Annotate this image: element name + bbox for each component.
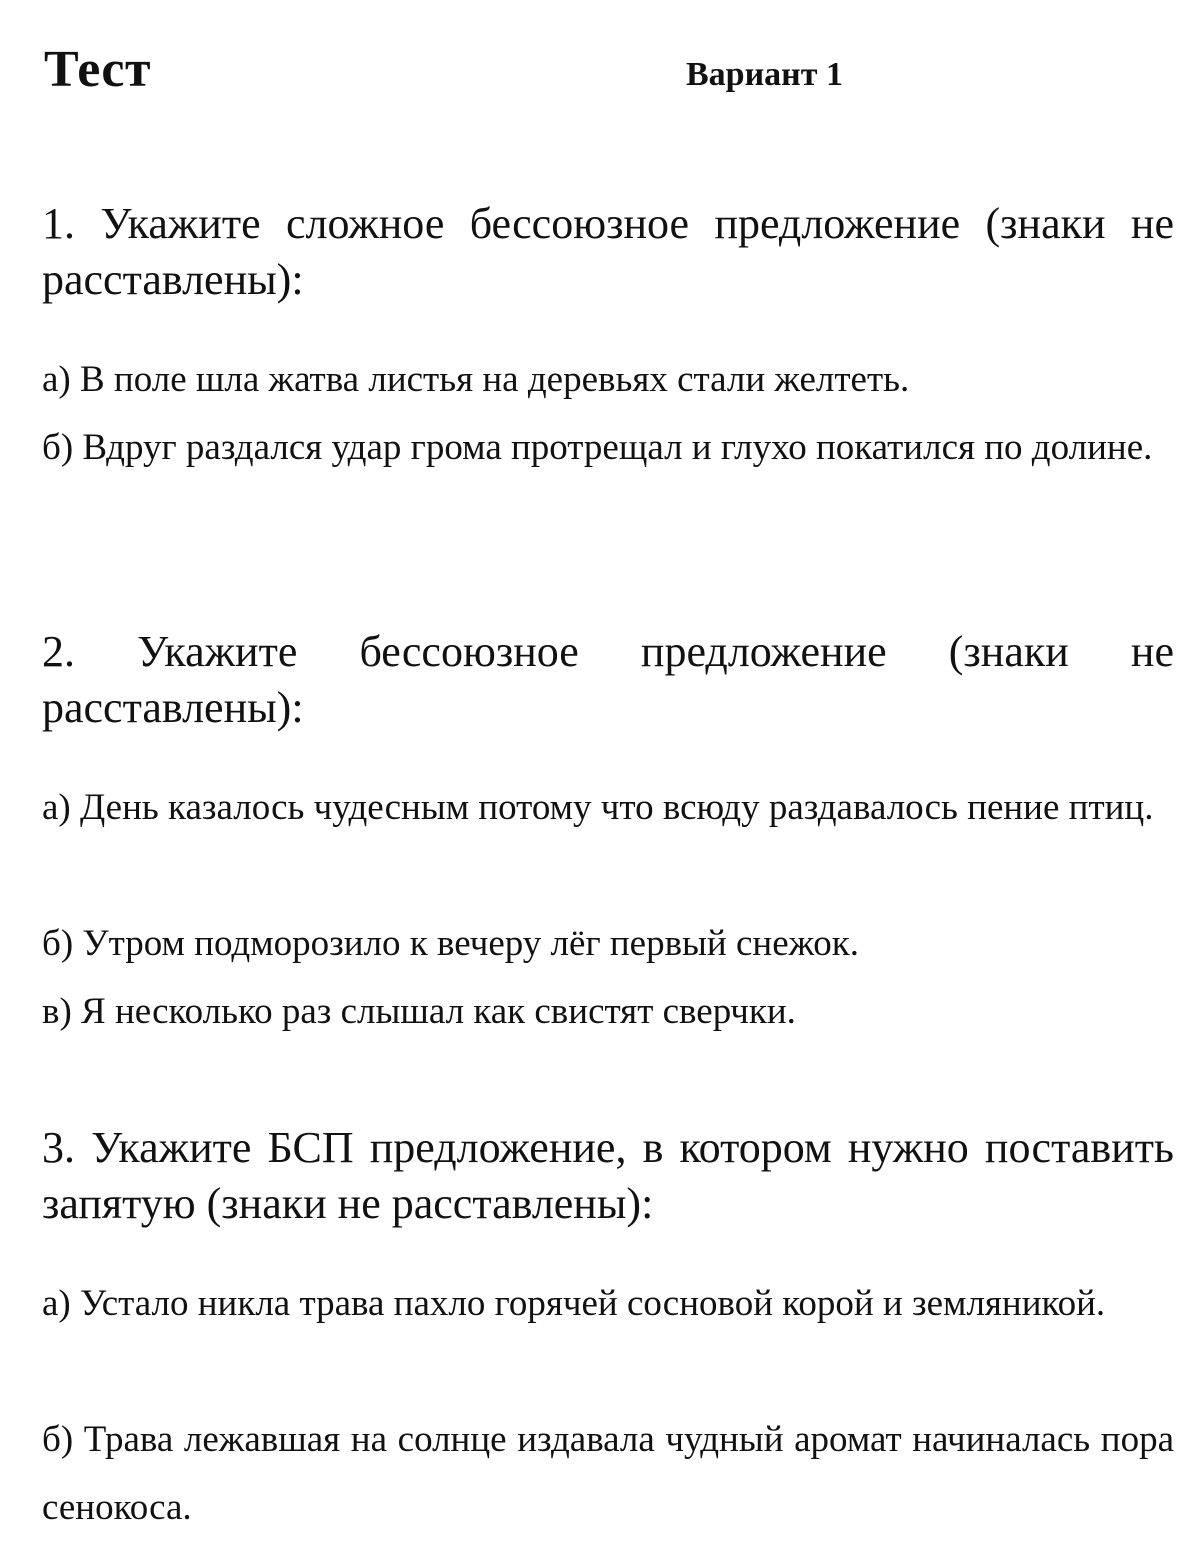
question-2-option-b: б) Утром подморозило к вечеру лёг первый снежок.: [42, 923, 859, 964]
variant-label: Вариант 1: [686, 56, 843, 93]
question-1-option-a: а) В поле шла жатва листья на деревьях стали желтеть.: [42, 359, 910, 400]
question-2: 2. Укажите бессоюзное предложение (знаки не расставлены):: [42, 627, 1174, 732]
question-1: 1. Укажите сложное бессоюзное предложение (знаки не расставлены):: [42, 199, 1174, 304]
question-3-option-a: а) Устало никла трава пахло горячей сосновой корой и земляникой.: [42, 1283, 1106, 1324]
page-title: Тест: [44, 41, 152, 98]
question-3-option-b: б) Трава лежавшая на солнце издавала чудный аромат начиналась пора сенокоса.: [42, 1419, 1174, 1528]
question-2-option-a: а) День казалось чудесным потому что всюду раздавалось пение птиц.: [42, 787, 1154, 828]
question-3: 3. Укажите БСП предложение, в котором нужно поставить запятую (знаки не расставлены):: [42, 1123, 1174, 1228]
question-2-option-c: в) Я несколько раз слышал как свистят сверчки.: [42, 991, 796, 1032]
question-1-option-b: б) Вдруг раздался удар грома протрещал и глухо покатился по долине.: [42, 427, 1153, 468]
page-header: [44, 40, 1172, 110]
